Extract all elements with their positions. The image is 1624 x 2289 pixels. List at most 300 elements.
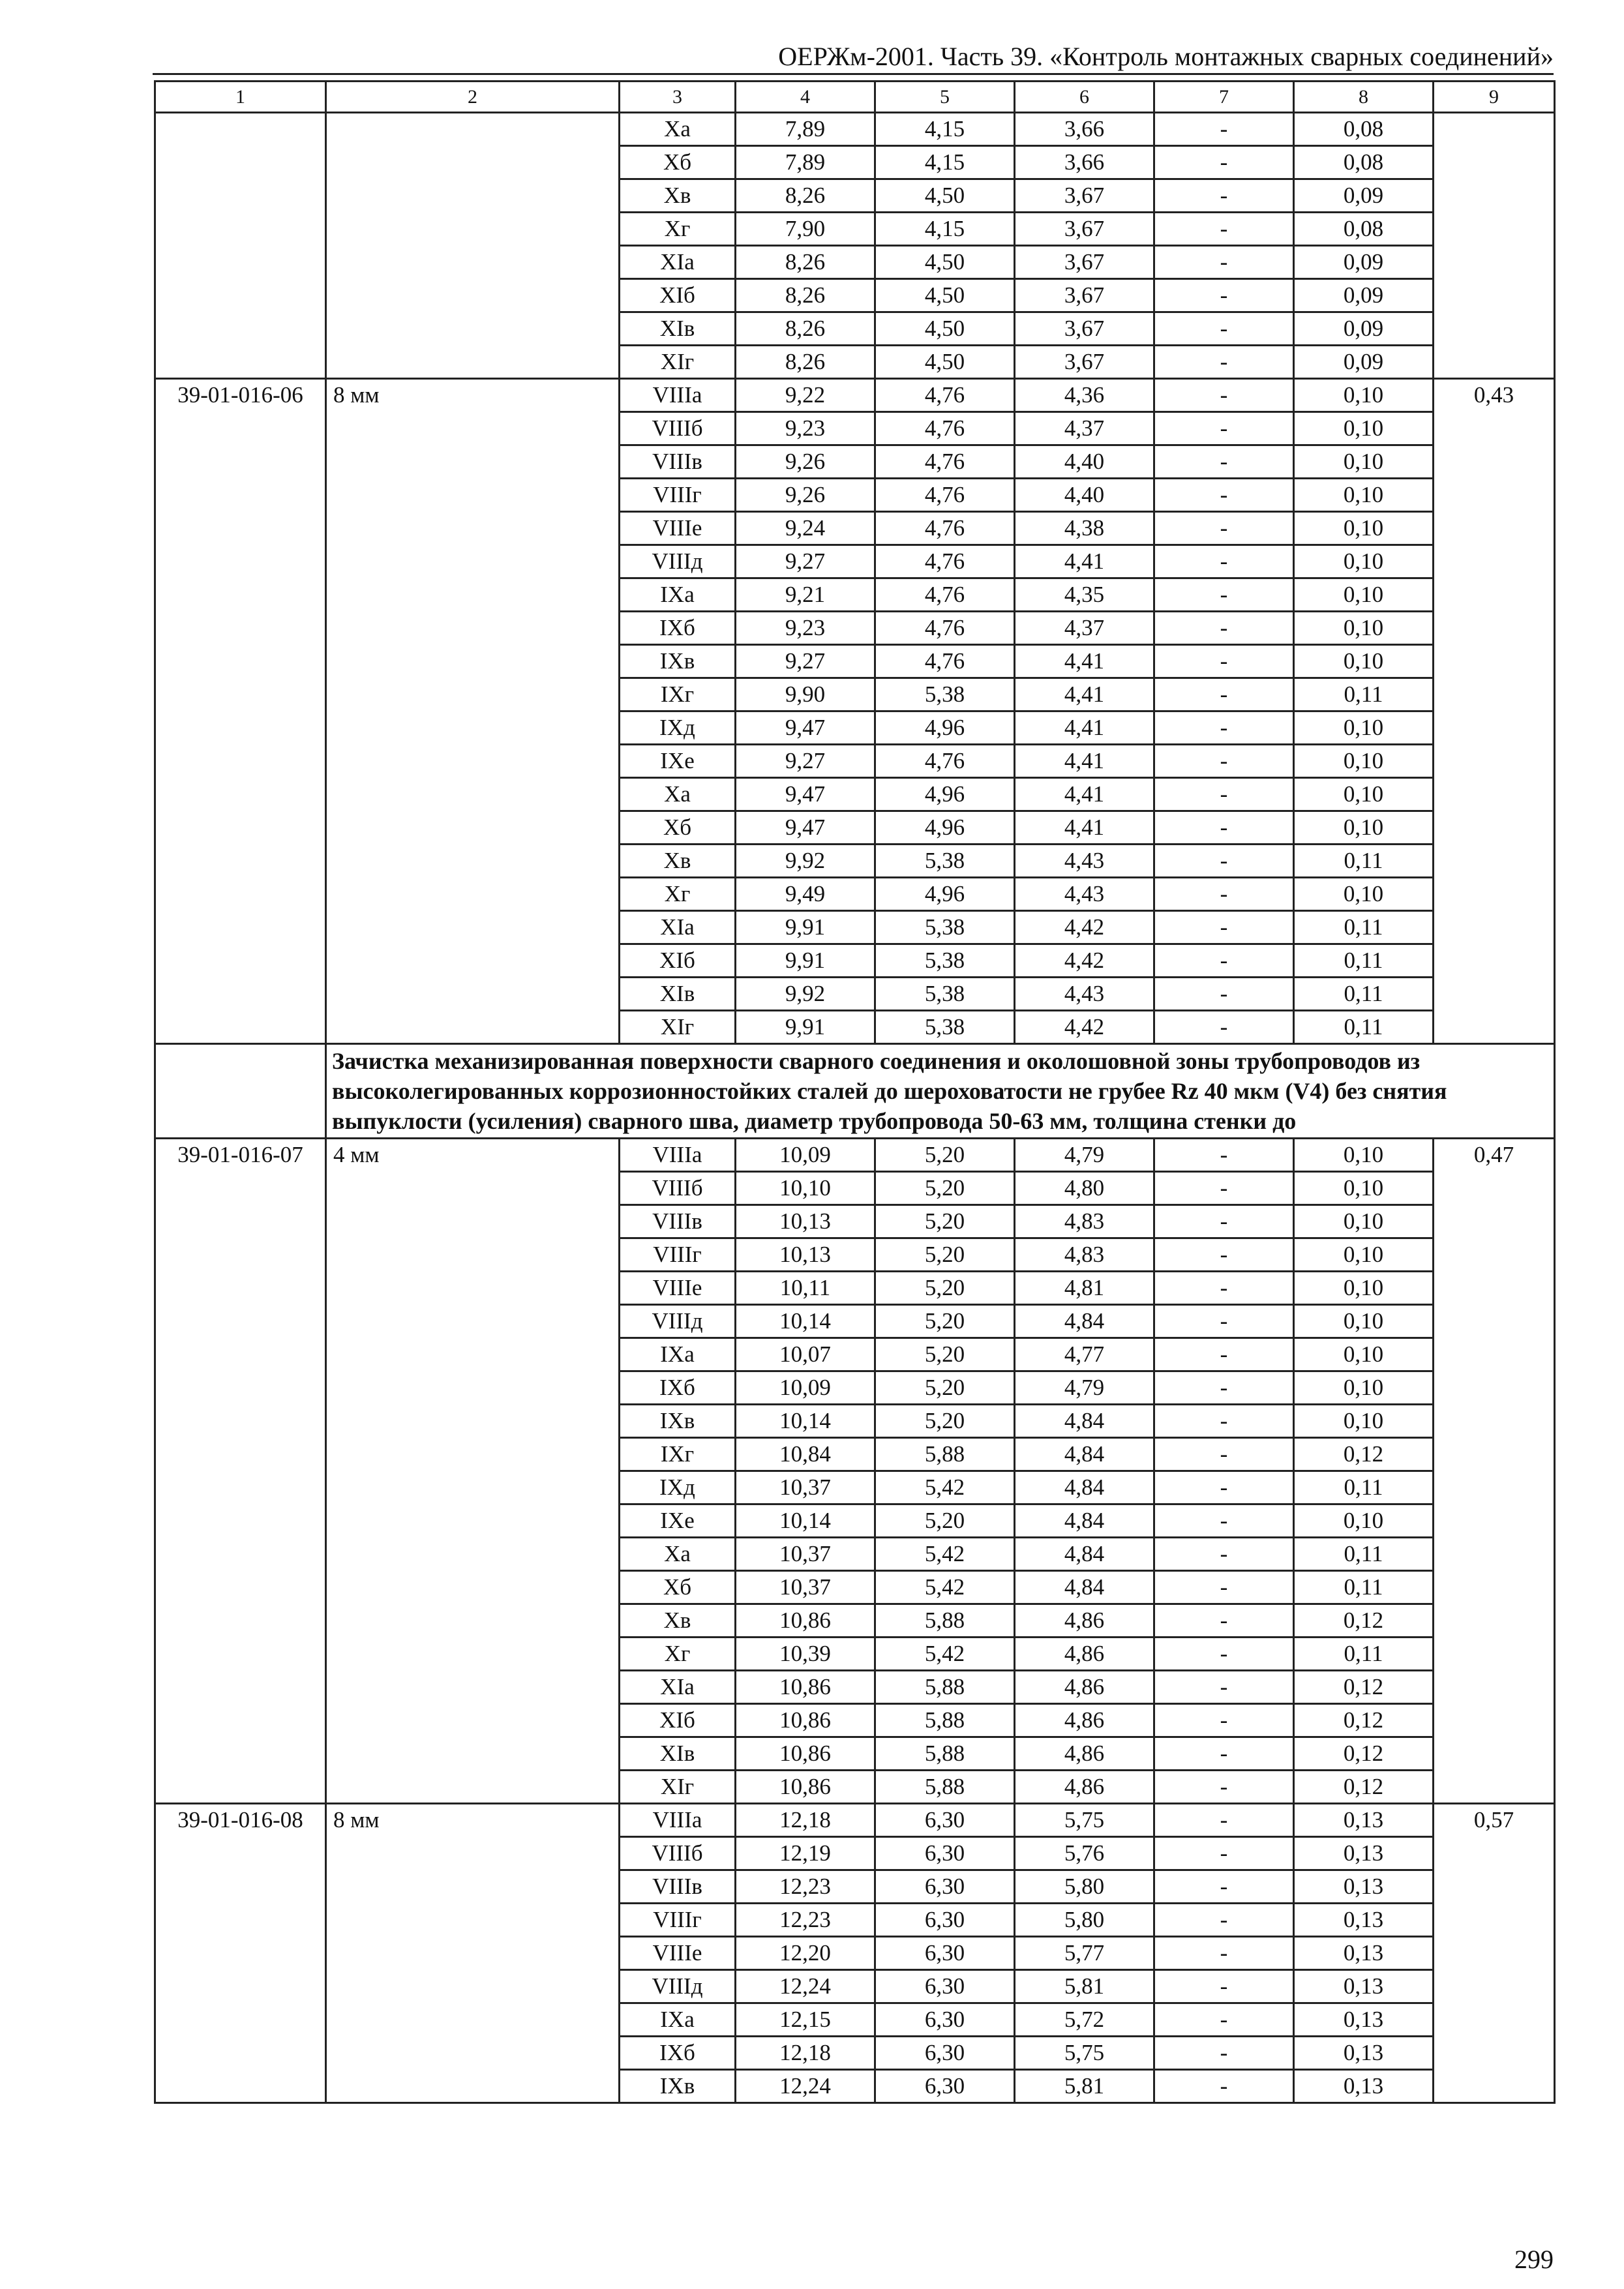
thickness-cell [326, 645, 620, 678]
code-cell [155, 1837, 326, 1870]
table-row [155, 1504, 1555, 1538]
table-row [155, 246, 1555, 279]
category-cell: Xa [620, 1538, 736, 1571]
col9-value [1434, 745, 1555, 778]
thickness-cell [326, 1704, 620, 1737]
thickness-cell [326, 1604, 620, 1638]
code-cell [155, 113, 326, 146]
category-cell: IXб [620, 2037, 736, 2070]
col8-value: 0,10 [1294, 1338, 1434, 1371]
thickness-cell [326, 811, 620, 845]
thickness-cell [326, 346, 620, 379]
col5-value: 4,76 [875, 578, 1015, 612]
col5-value: 4,15 [875, 146, 1015, 179]
thickness-cell [326, 2003, 620, 2037]
code-cell [155, 213, 326, 246]
col6-value: 4,86 [1015, 1671, 1154, 1704]
table-row [155, 878, 1555, 911]
col4-value: 12,18 [736, 1804, 875, 1837]
col4-value: 10,84 [736, 1438, 875, 1471]
col8-value: 0,12 [1294, 1671, 1434, 1704]
col4-value: 9,27 [736, 545, 875, 578]
col4-value: 7,89 [736, 146, 875, 179]
code-cell [155, 146, 326, 179]
col8-value: 0,11 [1294, 978, 1434, 1011]
table-body [155, 82, 1555, 2103]
col5-value: 5,42 [875, 1638, 1015, 1671]
code-cell [155, 911, 326, 944]
code-cell [155, 1538, 326, 1571]
col6-value: 5,75 [1015, 1804, 1154, 1837]
code-cell [155, 412, 326, 445]
col5-value: 4,76 [875, 445, 1015, 479]
col6-value: 4,41 [1015, 645, 1154, 678]
col5-value: 6,30 [875, 1937, 1015, 1970]
code-cell [155, 1305, 326, 1338]
category-cell: XIг [620, 1771, 736, 1804]
col7-value: - [1154, 1405, 1294, 1438]
thickness-cell [326, 1471, 620, 1504]
col6-value: 4,84 [1015, 1405, 1154, 1438]
col4-value: 9,49 [736, 878, 875, 911]
col7-value: - [1154, 1870, 1294, 1904]
col4-value: 12,24 [736, 1970, 875, 2003]
col9-value: 0,43 [1434, 379, 1555, 412]
thickness-cell: 8 мм [326, 379, 620, 412]
code-cell [155, 1571, 326, 1604]
col8-value: 0,13 [1294, 1970, 1434, 2003]
col4-value: 9,47 [736, 811, 875, 845]
table-row [155, 645, 1555, 678]
col4-value: 8,26 [736, 179, 875, 213]
col7-value: - [1154, 1172, 1294, 1205]
category-cell: IXд [620, 711, 736, 745]
thickness-cell [326, 146, 620, 179]
page-number: 299 [1514, 2245, 1554, 2274]
table-row [155, 113, 1555, 146]
col8-value: 0,12 [1294, 1438, 1434, 1471]
table-row [155, 911, 1555, 944]
category-cell: XIa [620, 1671, 736, 1704]
thickness-cell [326, 479, 620, 512]
col5-value: 5,42 [875, 1471, 1015, 1504]
col8-value: 0,13 [1294, 1937, 1434, 1970]
col5-value: 5,38 [875, 845, 1015, 878]
category-cell: XIг [620, 1011, 736, 1044]
col4-value: 10,37 [736, 1471, 875, 1504]
code-cell: 39-01-016-08 [155, 1804, 326, 1837]
col6-value: 5,81 [1015, 1970, 1154, 2003]
col9-value [1434, 2003, 1555, 2037]
col7-value: - [1154, 545, 1294, 578]
category-cell: IXe [620, 1504, 736, 1538]
col6-value: 4,43 [1015, 845, 1154, 878]
col5-value: 6,30 [875, 2003, 1015, 2037]
category-cell: XIв [620, 1737, 736, 1771]
thickness-cell [326, 1405, 620, 1438]
table-row [155, 1837, 1555, 1870]
col4-value: 10,37 [736, 1571, 875, 1604]
col6-value: 4,42 [1015, 911, 1154, 944]
col8-value: 0,10 [1294, 612, 1434, 645]
table-row [155, 1305, 1555, 1338]
col4-value: 12,23 [736, 1904, 875, 1937]
col4-value: 10,13 [736, 1238, 875, 1272]
category-cell: VIIIв [620, 445, 736, 479]
col5-value: 5,88 [875, 1438, 1015, 1471]
col9-value [1434, 1504, 1555, 1538]
col9-value [1434, 246, 1555, 279]
col5-value: 4,96 [875, 778, 1015, 811]
col6-value: 4,37 [1015, 612, 1154, 645]
col4-value: 9,21 [736, 578, 875, 612]
col4-value: 9,91 [736, 911, 875, 944]
thickness-cell [326, 1338, 620, 1371]
col5-value: 5,42 [875, 1538, 1015, 1571]
col7-value: - [1154, 412, 1294, 445]
col5-value: 5,38 [875, 978, 1015, 1011]
col5-value: 5,88 [875, 1604, 1015, 1638]
col5-value: 4,50 [875, 246, 1015, 279]
table-row [155, 1671, 1555, 1704]
col7-value: - [1154, 113, 1294, 146]
col6-value: 4,40 [1015, 445, 1154, 479]
col6-value: 5,76 [1015, 1837, 1154, 1870]
col4-value: 10,14 [736, 1405, 875, 1438]
table-row [155, 2037, 1555, 2070]
col6-value: 4,41 [1015, 545, 1154, 578]
col6-value: 4,84 [1015, 1471, 1154, 1504]
col4-value: 10,10 [736, 1172, 875, 1205]
col8-value: 0,08 [1294, 213, 1434, 246]
col5-value: 4,96 [875, 711, 1015, 745]
col9-value [1434, 878, 1555, 911]
col8-value: 0,11 [1294, 944, 1434, 978]
table-row [155, 312, 1555, 346]
thickness-cell [326, 978, 620, 1011]
table-row [155, 1139, 1555, 1172]
table-row [155, 479, 1555, 512]
col7-value: - [1154, 1238, 1294, 1272]
col9-value [1434, 1205, 1555, 1238]
col9-value [1434, 811, 1555, 845]
col8-value: 0,09 [1294, 346, 1434, 379]
code-cell [155, 578, 326, 612]
col8-value: 0,11 [1294, 1638, 1434, 1671]
col8-value: 0,10 [1294, 445, 1434, 479]
thickness-cell [326, 711, 620, 745]
thickness-cell [326, 1737, 620, 1771]
col5-value: 4,96 [875, 811, 1015, 845]
thickness-cell [326, 1538, 620, 1571]
category-cell: VIIIд [620, 545, 736, 578]
col4-value: 12,18 [736, 2037, 875, 2070]
code-cell [155, 512, 326, 545]
thickness-cell [326, 911, 620, 944]
col9-value [1434, 1538, 1555, 1571]
col6-value: 4,40 [1015, 479, 1154, 512]
col9-value [1434, 213, 1555, 246]
code-cell [155, 978, 326, 1011]
table-row [155, 445, 1555, 479]
code-cell: 39-01-016-07 [155, 1139, 326, 1172]
thickness-cell [326, 1937, 620, 1970]
thickness-cell [326, 745, 620, 778]
col6-value: 4,84 [1015, 1504, 1154, 1538]
thickness-cell [326, 179, 620, 213]
col4-value: 10,86 [736, 1737, 875, 1771]
col6-value: 3,67 [1015, 312, 1154, 346]
col7-value: - [1154, 778, 1294, 811]
col7-value: - [1154, 1604, 1294, 1638]
col9-value [1434, 412, 1555, 445]
col-num-4: 4 [736, 82, 875, 113]
thickness-cell [326, 1438, 620, 1471]
col8-value: 0,12 [1294, 1704, 1434, 1737]
thickness-cell [326, 512, 620, 545]
col9-value [1434, 1671, 1555, 1704]
category-cell: IXв [620, 2070, 736, 2103]
col5-value: 6,30 [875, 1970, 1015, 2003]
table-row [155, 1011, 1555, 1044]
table-row [155, 179, 1555, 213]
col8-value: 0,12 [1294, 1737, 1434, 1771]
table-row [155, 944, 1555, 978]
col7-value: - [1154, 711, 1294, 745]
col7-value: - [1154, 578, 1294, 612]
col8-value: 0,12 [1294, 1604, 1434, 1638]
category-cell: XIв [620, 978, 736, 1011]
col4-value: 10,86 [736, 1604, 875, 1638]
col9-value [1434, 1172, 1555, 1205]
thickness-cell [326, 678, 620, 711]
col8-value: 0,12 [1294, 1771, 1434, 1804]
col6-value: 4,41 [1015, 678, 1154, 711]
section-heading-row [155, 1044, 1555, 1139]
thickness-cell [326, 1272, 620, 1305]
code-cell [155, 1638, 326, 1671]
col8-value: 0,11 [1294, 1471, 1434, 1504]
col7-value: - [1154, 1671, 1294, 1704]
table-row [155, 1870, 1555, 1904]
col8-value: 0,10 [1294, 1139, 1434, 1172]
col5-value: 4,76 [875, 479, 1015, 512]
category-cell: IXб [620, 612, 736, 645]
col4-value: 10,14 [736, 1504, 875, 1538]
col7-value: - [1154, 1638, 1294, 1671]
category-cell: VIIIa [620, 1139, 736, 1172]
code-cell [155, 179, 326, 213]
col9-value [1434, 312, 1555, 346]
table-row [155, 1970, 1555, 2003]
col8-value: 0,11 [1294, 845, 1434, 878]
col8-value: 0,10 [1294, 1272, 1434, 1305]
col5-value: 5,20 [875, 1272, 1015, 1305]
thickness-cell [326, 1870, 620, 1904]
table-row [155, 778, 1555, 811]
col6-value: 3,67 [1015, 279, 1154, 312]
col6-value: 3,66 [1015, 146, 1154, 179]
col4-value: 10,39 [736, 1638, 875, 1671]
code-cell [155, 1870, 326, 1904]
category-cell: XIa [620, 911, 736, 944]
col5-value: 5,20 [875, 1205, 1015, 1238]
col8-value: 0,11 [1294, 911, 1434, 944]
code-cell [155, 545, 326, 578]
thickness-cell [326, 1504, 620, 1538]
col5-value: 5,20 [875, 1305, 1015, 1338]
col7-value: - [1154, 1205, 1294, 1238]
category-cell: VIIIб [620, 1837, 736, 1870]
category-cell: VIIIa [620, 379, 736, 412]
col6-value: 3,67 [1015, 213, 1154, 246]
thickness-cell: 4 мм [326, 1139, 620, 1172]
thickness-cell [326, 1011, 620, 1044]
col-num-2: 2 [326, 82, 620, 113]
col8-value: 0,10 [1294, 578, 1434, 612]
col-num-5: 5 [875, 82, 1015, 113]
category-cell: VIIIб [620, 1172, 736, 1205]
col4-value: 9,23 [736, 612, 875, 645]
col6-value: 5,75 [1015, 2037, 1154, 2070]
code-cell [155, 612, 326, 645]
col7-value: - [1154, 944, 1294, 978]
col6-value: 4,41 [1015, 778, 1154, 811]
col5-value: 4,76 [875, 745, 1015, 778]
col4-value: 9,23 [736, 412, 875, 445]
col8-value: 0,10 [1294, 1405, 1434, 1438]
col6-value: 4,79 [1015, 1371, 1154, 1405]
thickness-cell [326, 1970, 620, 2003]
col7-value: - [1154, 1904, 1294, 1937]
col5-value: 6,30 [875, 1837, 1015, 1870]
code-cell [155, 246, 326, 279]
col5-value: 5,38 [875, 944, 1015, 978]
thickness-cell [326, 312, 620, 346]
col8-value: 0,09 [1294, 279, 1434, 312]
col6-value: 3,67 [1015, 346, 1154, 379]
col9-value [1434, 1405, 1555, 1438]
col7-value: - [1154, 1438, 1294, 1471]
table-row [155, 1238, 1555, 1272]
col9-value [1434, 711, 1555, 745]
category-cell: VIIIe [620, 512, 736, 545]
col-num-9: 9 [1434, 82, 1555, 113]
thickness-cell [326, 279, 620, 312]
col6-value: 4,79 [1015, 1139, 1154, 1172]
code-cell [155, 878, 326, 911]
col7-value: - [1154, 811, 1294, 845]
col5-value: 5,20 [875, 1139, 1015, 1172]
code-cell [155, 1737, 326, 1771]
code-cell [155, 645, 326, 678]
col9-value [1434, 1571, 1555, 1604]
col6-value: 4,43 [1015, 978, 1154, 1011]
code-cell [155, 1338, 326, 1371]
col7-value: - [1154, 1471, 1294, 1504]
category-cell: VIIIв [620, 1205, 736, 1238]
code-cell [155, 479, 326, 512]
col5-value: 4,76 [875, 545, 1015, 578]
table-row [155, 845, 1555, 878]
col5-value: 4,76 [875, 379, 1015, 412]
col9-value [1434, 1771, 1555, 1804]
col7-value: - [1154, 1804, 1294, 1837]
col7-value: - [1154, 1272, 1294, 1305]
col9-value [1434, 179, 1555, 213]
col7-value: - [1154, 678, 1294, 711]
col8-value: 0,10 [1294, 745, 1434, 778]
col8-value: 0,13 [1294, 2003, 1434, 2037]
col4-value: 9,90 [736, 678, 875, 711]
col5-value: 5,88 [875, 1771, 1015, 1804]
col5-value: 5,20 [875, 1405, 1015, 1438]
col5-value: 5,20 [875, 1172, 1015, 1205]
table-row [155, 811, 1555, 845]
col-num-8: 8 [1294, 82, 1434, 113]
col6-value: 4,84 [1015, 1438, 1154, 1471]
col5-value: 4,76 [875, 645, 1015, 678]
col6-value: 4,86 [1015, 1604, 1154, 1638]
col7-value: - [1154, 978, 1294, 1011]
col8-value: 0,10 [1294, 1205, 1434, 1238]
table-row [155, 1704, 1555, 1737]
col9-value [1434, 445, 1555, 479]
table-row [155, 1937, 1555, 1970]
col8-value: 0,10 [1294, 1371, 1434, 1405]
category-cell: VIIIб [620, 412, 736, 445]
col6-value: 4,42 [1015, 1011, 1154, 1044]
col7-value: - [1154, 1737, 1294, 1771]
col8-value: 0,11 [1294, 1538, 1434, 1571]
col7-value: - [1154, 745, 1294, 778]
col6-value: 4,84 [1015, 1305, 1154, 1338]
code-cell [155, 811, 326, 845]
col9-value [1434, 978, 1555, 1011]
col4-value: 8,26 [736, 346, 875, 379]
col7-value: - [1154, 2037, 1294, 2070]
col5-value: 5,38 [875, 1011, 1015, 1044]
code-cell [155, 1371, 326, 1405]
col6-value: 5,72 [1015, 2003, 1154, 2037]
category-cell: VIIIa [620, 1804, 736, 1837]
col7-value: - [1154, 479, 1294, 512]
category-cell: VIIIг [620, 1904, 736, 1937]
table-row [155, 512, 1555, 545]
category-cell: XIв [620, 312, 736, 346]
category-cell: VIIIe [620, 1272, 736, 1305]
col8-value: 0,09 [1294, 246, 1434, 279]
table-row [155, 711, 1555, 745]
thickness-cell: 8 мм [326, 1804, 620, 1837]
col9-value [1434, 1737, 1555, 1771]
category-cell: VIIIг [620, 479, 736, 512]
thickness-cell [326, 1172, 620, 1205]
col9-value [1434, 1904, 1555, 1937]
code-cell [155, 1970, 326, 2003]
col7-value: - [1154, 346, 1294, 379]
col4-value: 8,26 [736, 312, 875, 346]
col7-value: - [1154, 1011, 1294, 1044]
table-row [155, 1638, 1555, 1671]
col8-value: 0,13 [1294, 2070, 1434, 2103]
thickness-cell [326, 1771, 620, 1804]
col5-value: 5,38 [875, 678, 1015, 711]
category-cell: Xв [620, 845, 736, 878]
code-cell [155, 2037, 326, 2070]
code-cell [155, 1011, 326, 1044]
col6-value: 3,66 [1015, 113, 1154, 146]
